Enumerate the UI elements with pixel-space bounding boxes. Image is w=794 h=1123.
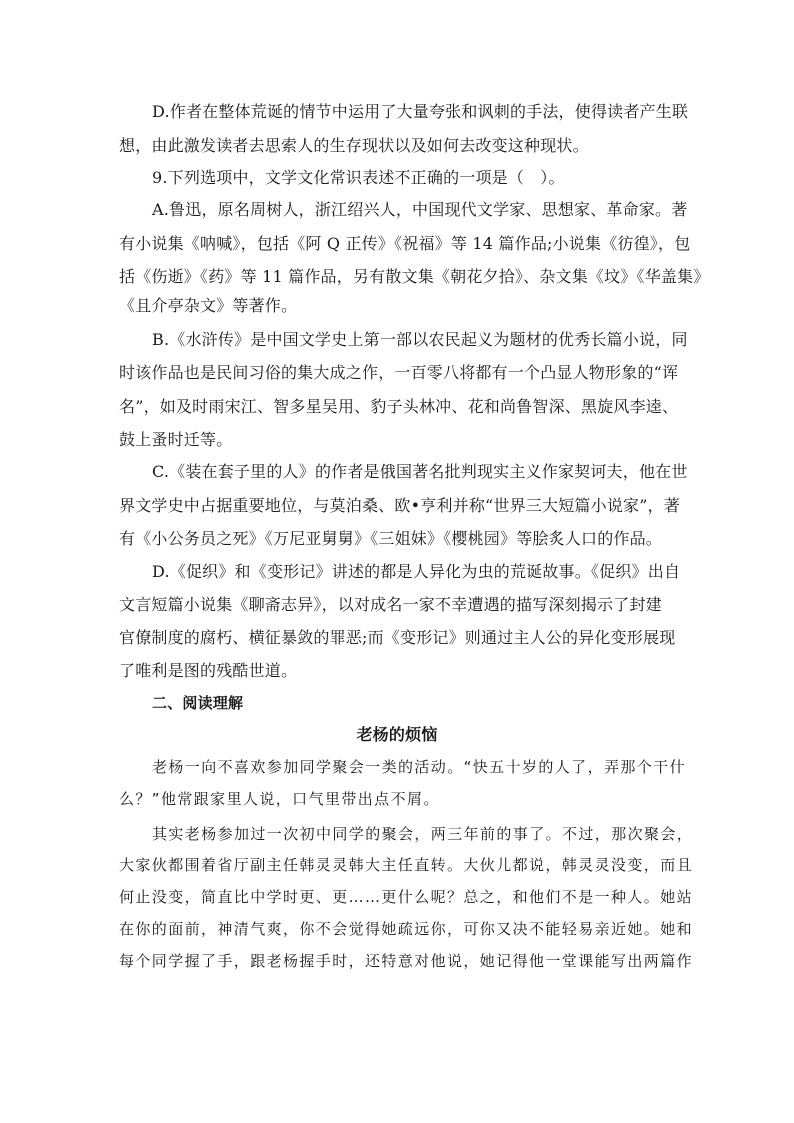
option-d-line-1: D.《促织》和《变形记》讲述的都是人异化为虫的荒诞故事。《促织》出自: [152, 562, 681, 581]
option-a-line-1: A.鲁迅，原名周树人，浙江绍兴人，中国现代文学家、思想家、革命家。著: [152, 200, 688, 219]
question-9-stem: 9.下列选项中，文学文化常识表述不正确的一项是（ ）。: [152, 168, 565, 187]
option-b-line-2: 时该作品也是民间习俗的集大成之作，一百零八将都有一个凸显人物形象的“诨: [119, 363, 679, 382]
option-b-line-4: 鼓上蚤时迁等。: [119, 430, 233, 449]
story-para-2-line-4: 在你的面前，神清气爽，你不会觉得她疏远你，可你又决不能轻易亲近她。她和: [119, 920, 694, 938]
option-a-line-2: 有小说集《呐喊》，包括《阿 Q 正传》《祝福》等 14 篇作品;小说集《彷徨》，包: [119, 234, 691, 253]
option-c-line-2: 界文学史中占据重要地位，与莫泊桑、欧•亨利并称“世界三大短篇小说家”，著: [119, 496, 680, 515]
story-para-1-line-1: 老杨一向不喜欢参加同学聚会一类的活动。“快五十岁的人了，弄那个干什: [152, 758, 686, 776]
option-a-line-3: 括《伤逝》《药》等 11 篇作品，另有散文集《朝花夕拾》、杂文集《坟》《华盖集》: [119, 267, 710, 286]
story-para-2-line-3: 何止没变，简直比中学时更、更……更什么呢？总之，和他们不是一种人。她站: [119, 888, 694, 906]
option-c-line-1: C.《装在套子里的人》的作者是俄国著名批判现实主义作家契诃夫，他在世: [152, 462, 688, 481]
option-b-line-1: B.《水浒传》是中国文学史上第一部以农民起义为题材的优秀长篇小说，同: [152, 330, 688, 349]
section-heading: 二、阅读理解: [152, 694, 244, 712]
option-d-prev-line-2: 想，由此激发读者去思索人的生存现状以及如何去改变这种现状。: [119, 136, 589, 155]
option-c-line-3: 有《小公务员之死》《万尼亚舅舅》《三姐妹》《樱桃园》等脍炙人口的作品。: [119, 529, 663, 548]
option-a-line-4: 《且介亭杂文》等著作。: [119, 296, 298, 315]
story-para-2-line-5: 每个同学握了手，跟老杨握手时，还特意对他说，她记得他一堂课能写出两篇作: [119, 952, 694, 970]
story-para-1-line-2: 么？”他常跟家里人说，口气里带出点不屑。: [119, 790, 440, 808]
story-para-2-line-2: 大家伙都围着省厅副主任韩灵灵韩大主任直转。大伙儿都说，韩灵灵没变，而且: [119, 856, 694, 874]
option-b-line-3: 名”，如及时雨宋江、智多星吴用、豹子头林冲、花和尚鲁智深、黑旋风李逵、: [119, 397, 679, 416]
option-d-line-3: 官僚制度的腐朽、横征暴敛的罪恶;而《变形记》则通过主人公的异化变形展现: [119, 628, 676, 647]
story-title: 老杨的烦恼: [356, 725, 438, 744]
story-para-2-line-1: 其实老杨参加过一次初中同学的聚会，两三年前的事了。不过，那次聚会，: [152, 825, 694, 843]
option-d-line-4: 了唯利是图的残酷世道。: [119, 661, 298, 680]
option-d-prev-line-1: D.作者在整体荒诞的情节中运用了大量夸张和讽刺的手法，使得读者产生联: [152, 102, 689, 121]
option-d-line-2: 文言短篇小说集《聊斋志异》，以对成名一家不幸遭遇的描写深刻揭示了封建: [119, 595, 662, 614]
